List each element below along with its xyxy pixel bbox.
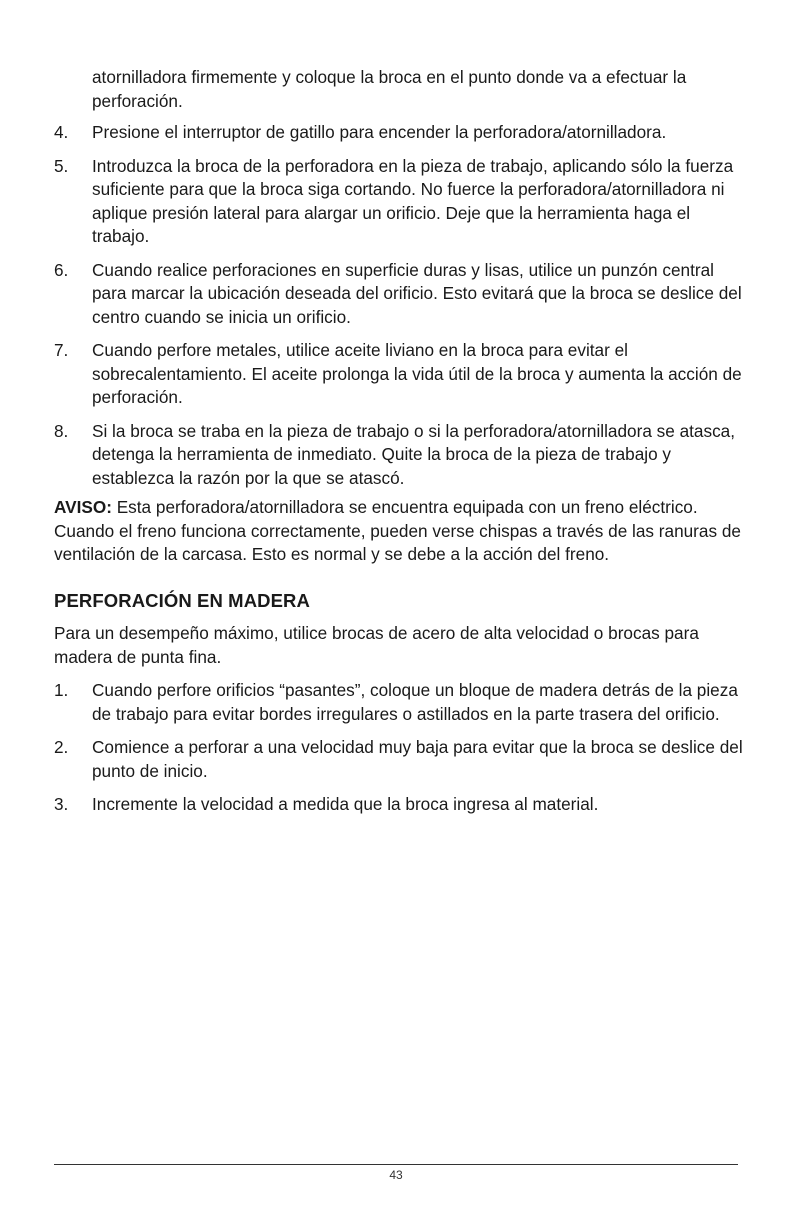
list-item-1 [54,679,744,726]
list-item-number: 2. [54,737,69,757]
list-item-number: 3. [54,794,69,814]
notice-text: Esta perforadora/atornilladora se encuentra equipada con un freno eléctrico. Cuando el freno funciona correctamente, pueden verse chispas a través de las ranuras de ventilación de la carcasa. Esto es normal y se debe a la acción del freno. [54,497,741,564]
list-item-7 [54,339,744,410]
list-item-text: Presione el interruptor de gatillo para encender la perforadora/atornilladora. [92,122,667,142]
page-number: 43 [389,1168,403,1182]
list-item-4 [54,121,744,145]
list-item-text: Cuando perfore orificios “pasantes”, coloque un bloque de madera detrás de la pieza de trabajo para evitar bordes irregulares o astillados en la parte trasera del orificio. [92,680,738,724]
notice-paragraph [54,496,744,567]
list-item-text: Si la broca se traba en la pieza de trabajo o si la perforadora/atornilladora se atasca, detenga la herramienta de inmediato. Quite la broca de la pieza de trabajo y establezca la razón por la que se atascó. [92,420,736,488]
list-item-5 [54,155,744,249]
list-item-number: 6. [54,259,69,280]
list-item-3 [54,793,744,817]
list-item-number: 7. [54,340,69,360]
page-content [54,66,744,827]
footer-divider [54,1164,738,1165]
list-item-6 [54,259,744,330]
list-item-text: Cuando perfore metales, utilice aceite liviano en la broca para evitar el sobrecalentamiento. El aceite prolonga la vida útil de la broca y aumenta la acción de perforación. [92,340,742,407]
list-item-number: 5. [54,155,69,176]
list-item-number: 8. [54,420,69,441]
list-item-text: Incremente la velocidad a medida que la broca ingresa al material. [92,794,599,814]
list-item-8 [54,420,744,491]
list-item-continuation [54,66,744,113]
list-item-2 [54,736,744,783]
notice-label: AVISO: [54,497,112,517]
list-item-text: atornilladora firmemente y coloque la broca en el punto donde va a efectuar la perforación. [92,67,687,111]
list-item-text: Introduzca la broca de la perforadora en la pieza de trabajo, aplicando sólo la fuerza suficiente para que la broca siga cortando. No fuerce la perforadora/atornilladora ni aplique presión lateral para alargar un orificio. Deje que la herramienta haga el trabajo. [92,155,734,246]
list-item-number: 1. [54,680,69,700]
list-item-number: 4. [54,122,69,142]
section-heading: PERFORACIÓN EN MADERA [54,589,310,611]
list-item-text: Comience a perforar a una velocidad muy baja para evitar que la broca se deslice del punto de inicio. [92,737,743,781]
section-intro: Para un desempeño máximo, utilice brocas de acero de alta velocidad o brocas para madera de punta fina. [54,623,699,667]
list-item-text: Cuando realice perforaciones en superficie duras y lisas, utilice un punzón central para marcar la ubicación deseada del orificio. Esto evitará que la broca se deslice del centro cuando se inicia un orificio. [92,259,742,327]
